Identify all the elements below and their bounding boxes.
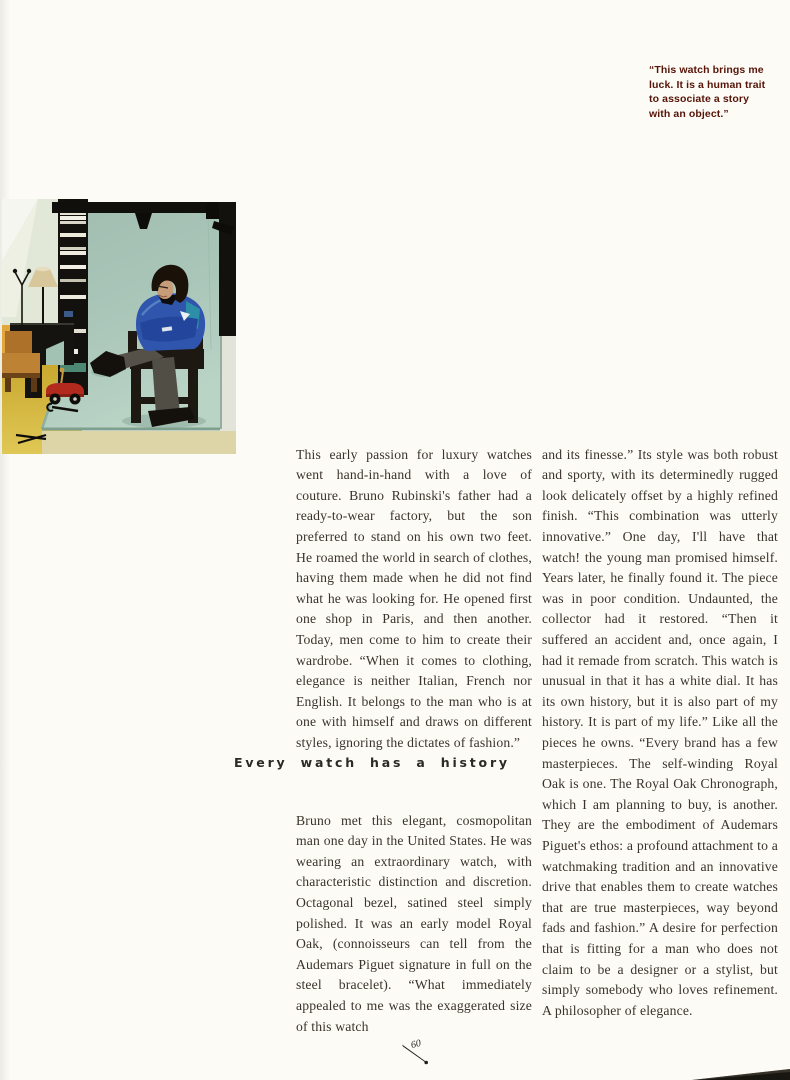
bookshelf [58, 199, 88, 395]
pull-quote-line: “This watch brings me [649, 64, 764, 76]
pull-quote [649, 63, 789, 121]
pull-quote-line: luck. It is a human trait [649, 78, 766, 91]
page-number: 60 [409, 1037, 423, 1052]
folio [398, 1038, 446, 1070]
section-heading: Every watch has a history [234, 755, 510, 770]
pull-quote-line: to associate a story [649, 93, 750, 106]
article-paragraph: This early passion for luxury watches went hand-in-hand with a love of couture. Bruno Rubinski's father had a ready-to-wear factory, but the son preferred to stand on his own two feet. He roamed the world in search of clothes, having them made when he did not find what he was looking for. He opened first one shop in Paris, and then another. Today, men come to him to create their wardrobe. “When it comes to clothing, elegance is neither Italian, French nor English. It belongs to the man who is at one with himself and draws on different styles, ignoring the dictates of fashion.” [296, 446, 532, 750]
pull-quote-line: with an object.” [649, 107, 729, 120]
article-paragraph: Bruno met this elegant, cosmopolitan man one day in the United States. He was wearing an extraordinary watch, with characteristic distinction and discretion. Octagonal bezel, satined steel simply polished. It was an early model Royal Oak, (connoisseurs can tell from the Audemars Piguet signature in full on the steel bracelet). “What immediately appealed to me was the exaggerated size of this watch [296, 812, 532, 1034]
studio-photo [2, 199, 236, 454]
article-paragraph: and its finesse.” Its style was both robust and sporty, with its determinedly rugged look delicately offset by a highly refined finish. “This combination was utterly innovative.” One day, I'll have that watch! the young man promised himself. Years later, he finally found it. The piece was in poor condition. Undaunted, the collector had it restored. “Then it suffered an accident and, once again, I had it remade from scratch. This watch is unusual in that it has a white dial. It has its own history, but it is also part of my history. It is part of my life.” Like all the pieces he owns. “Every brand has a few masterpieces. The self-winding Royal Oak is one. The Royal Oak Chronograph, which I am planning to buy, is another. They are the embodiment of Audemars Piguet's ethos: a profound attachment to a watchmaking tradition and an innovative drive that enables them to create watches that are true masterpieces, way beyond fads and fashion.” A desire for perfection that is fitting for a man who does not claim to be a designer or a stylist, but simply somebody who loves refinement. A philosopher of elegance. [542, 446, 778, 1018]
folio-flourish [398, 1038, 446, 1070]
scan-edge-wedge [692, 1068, 790, 1080]
